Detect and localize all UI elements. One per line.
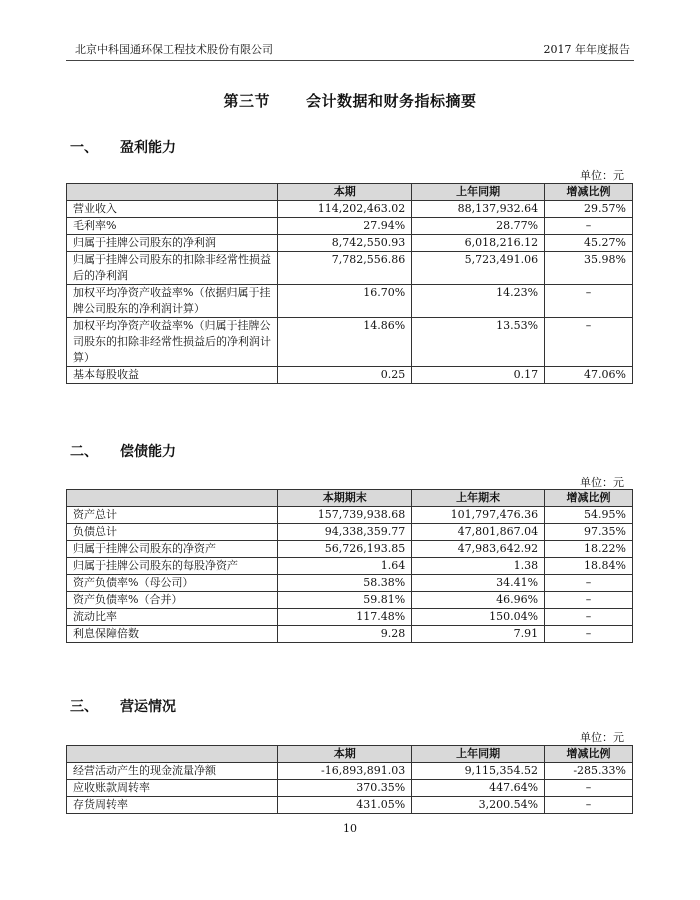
solvency-heading — [70, 441, 176, 461]
table-cell: 94,338,359.77 — [278, 524, 412, 541]
table-row — [67, 797, 633, 814]
table-cell: 7,782,556.86 — [278, 252, 412, 285]
row-label: 毛利率% — [67, 218, 278, 235]
profitability-table — [66, 183, 633, 384]
column-header: 增减比例 — [545, 490, 633, 507]
table-cell: – — [545, 285, 633, 318]
table-cell: 1.38 — [412, 558, 545, 575]
column-header: 上年期末 — [412, 490, 545, 507]
table-row — [67, 285, 633, 318]
operations-heading — [70, 696, 176, 716]
table-cell: 117.48% — [278, 609, 412, 626]
row-label: 归属于挂牌公司股东的每股净资产 — [67, 558, 278, 575]
table-header-row — [67, 184, 633, 201]
row-label: 经营活动产生的现金流量净额 — [67, 763, 278, 780]
table-cell: 18.22% — [545, 541, 633, 558]
table-row — [67, 318, 633, 367]
table-cell: 3,200.54% — [412, 797, 545, 814]
column-header: 上年同期 — [412, 184, 545, 201]
table-cell: 18.84% — [545, 558, 633, 575]
row-label: 归属于挂牌公司股东的净利润 — [67, 235, 278, 252]
table-cell: 431.05% — [278, 797, 412, 814]
table-cell: 14.86% — [278, 318, 412, 367]
row-label: 营业收入 — [67, 201, 278, 218]
table-cell: – — [545, 318, 633, 367]
table-cell: 9,115,354.52 — [412, 763, 545, 780]
column-header: 增减比例 — [545, 184, 633, 201]
table-row — [67, 524, 633, 541]
row-label: 负债总计 — [67, 524, 278, 541]
table-cell: 0.17 — [412, 367, 545, 384]
table-cell: 114,202,463.02 — [278, 201, 412, 218]
profitability-unit: 单位：元 — [580, 169, 624, 182]
row-label: 资产总计 — [67, 507, 278, 524]
table-cell: 45.27% — [545, 235, 633, 252]
table-row — [67, 609, 633, 626]
table-cell: 157,739,938.68 — [278, 507, 412, 524]
table-cell: 5,723,491.06 — [412, 252, 545, 285]
table-cell: – — [545, 218, 633, 235]
table-cell: 28.77% — [412, 218, 545, 235]
column-header: 增减比例 — [545, 746, 633, 763]
operations-table — [66, 745, 633, 814]
table-row — [67, 367, 633, 384]
table-cell: 46.96% — [412, 592, 545, 609]
operations-unit: 单位：元 — [580, 731, 624, 744]
table-cell: 88,137,932.64 — [412, 201, 545, 218]
row-label: 加权平均净资产收益率%（归属于挂牌公司股东的扣除非经常性损益后的净利润计算） — [67, 318, 278, 367]
table-cell: 16.70% — [278, 285, 412, 318]
table-cell: – — [545, 592, 633, 609]
table-cell: 8,742,550.93 — [278, 235, 412, 252]
solvency-title: 偿债能力 — [120, 444, 176, 460]
table-row — [67, 235, 633, 252]
operations-title: 营运情况 — [120, 699, 176, 715]
table-cell: 29.57% — [545, 201, 633, 218]
column-header — [67, 490, 278, 507]
row-label: 加权平均净资产收益率%（依据归属于挂牌公司股东的净利润计算） — [67, 285, 278, 318]
column-header: 本期 — [278, 746, 412, 763]
table-cell: 6,018,216.12 — [412, 235, 545, 252]
row-label: 资产负债率%（合并） — [67, 592, 278, 609]
profitability-heading — [70, 137, 176, 157]
table-cell: 7.91 — [412, 626, 545, 643]
table-row — [67, 763, 633, 780]
row-label: 应收账款周转率 — [67, 780, 278, 797]
table-row — [67, 507, 633, 524]
table-row — [67, 252, 633, 285]
table-cell: 47,983,642.92 — [412, 541, 545, 558]
solvency-table — [66, 489, 633, 643]
table-cell: – — [545, 797, 633, 814]
table-cell: 1.64 — [278, 558, 412, 575]
page-title — [0, 90, 700, 111]
section-title-text: 会计数据和财务指标摘要 — [306, 92, 477, 110]
column-header: 本期 — [278, 184, 412, 201]
table-cell: 370.35% — [278, 780, 412, 797]
operations-number: 三、 — [70, 699, 98, 715]
table-cell: – — [545, 609, 633, 626]
table-row — [67, 201, 633, 218]
row-label: 归属于挂牌公司股东的净资产 — [67, 541, 278, 558]
table-row — [67, 558, 633, 575]
table-cell: 47.06% — [545, 367, 633, 384]
table-row — [67, 218, 633, 235]
table-cell: 27.94% — [278, 218, 412, 235]
table-cell: 97.35% — [545, 524, 633, 541]
row-label: 存货周转率 — [67, 797, 278, 814]
table-cell: 35.98% — [545, 252, 633, 285]
table-cell: 150.04% — [412, 609, 545, 626]
column-header: 上年同期 — [412, 746, 545, 763]
table-cell: 447.64% — [412, 780, 545, 797]
table-cell: 56,726,193.85 — [278, 541, 412, 558]
column-header — [67, 184, 278, 201]
table-row — [67, 575, 633, 592]
table-cell: -16,893,891.03 — [278, 763, 412, 780]
column-header: 本期期末 — [278, 490, 412, 507]
table-row — [67, 626, 633, 643]
row-label: 流动比率 — [67, 609, 278, 626]
row-label: 归属于挂牌公司股东的扣除非经常性损益后的净利润 — [67, 252, 278, 285]
table-cell: – — [545, 780, 633, 797]
profitability-number: 一、 — [70, 140, 98, 156]
table-cell: – — [545, 626, 633, 643]
table-cell: 101,797,476.36 — [412, 507, 545, 524]
solvency-unit: 单位：元 — [580, 476, 624, 489]
header-company: 北京中科国通环保工程技术股份有限公司 — [75, 43, 273, 56]
table-row — [67, 541, 633, 558]
row-label: 利息保障倍数 — [67, 626, 278, 643]
table-cell: 13.53% — [412, 318, 545, 367]
row-label: 资产负债率%（母公司） — [67, 575, 278, 592]
table-header-row — [67, 490, 633, 507]
header-report-year: 2017 年年度报告 — [543, 43, 630, 56]
table-cell: – — [545, 575, 633, 592]
table-cell: 47,801,867.04 — [412, 524, 545, 541]
table-cell: 58.38% — [278, 575, 412, 592]
row-label: 基本每股收益 — [67, 367, 278, 384]
table-row — [67, 780, 633, 797]
table-cell: 14.23% — [412, 285, 545, 318]
header-divider — [66, 60, 634, 61]
table-cell: 0.25 — [278, 367, 412, 384]
profitability-title: 盈利能力 — [120, 140, 176, 156]
solvency-number: 二、 — [70, 444, 98, 460]
section-number: 第三节 — [223, 92, 270, 110]
column-header — [67, 746, 278, 763]
table-cell: 59.81% — [278, 592, 412, 609]
table-row — [67, 592, 633, 609]
table-cell: 9.28 — [278, 626, 412, 643]
table-cell: 54.95% — [545, 507, 633, 524]
table-cell: 34.41% — [412, 575, 545, 592]
page-number: 10 — [343, 822, 357, 835]
table-header-row — [67, 746, 633, 763]
table-cell: -285.33% — [545, 763, 633, 780]
